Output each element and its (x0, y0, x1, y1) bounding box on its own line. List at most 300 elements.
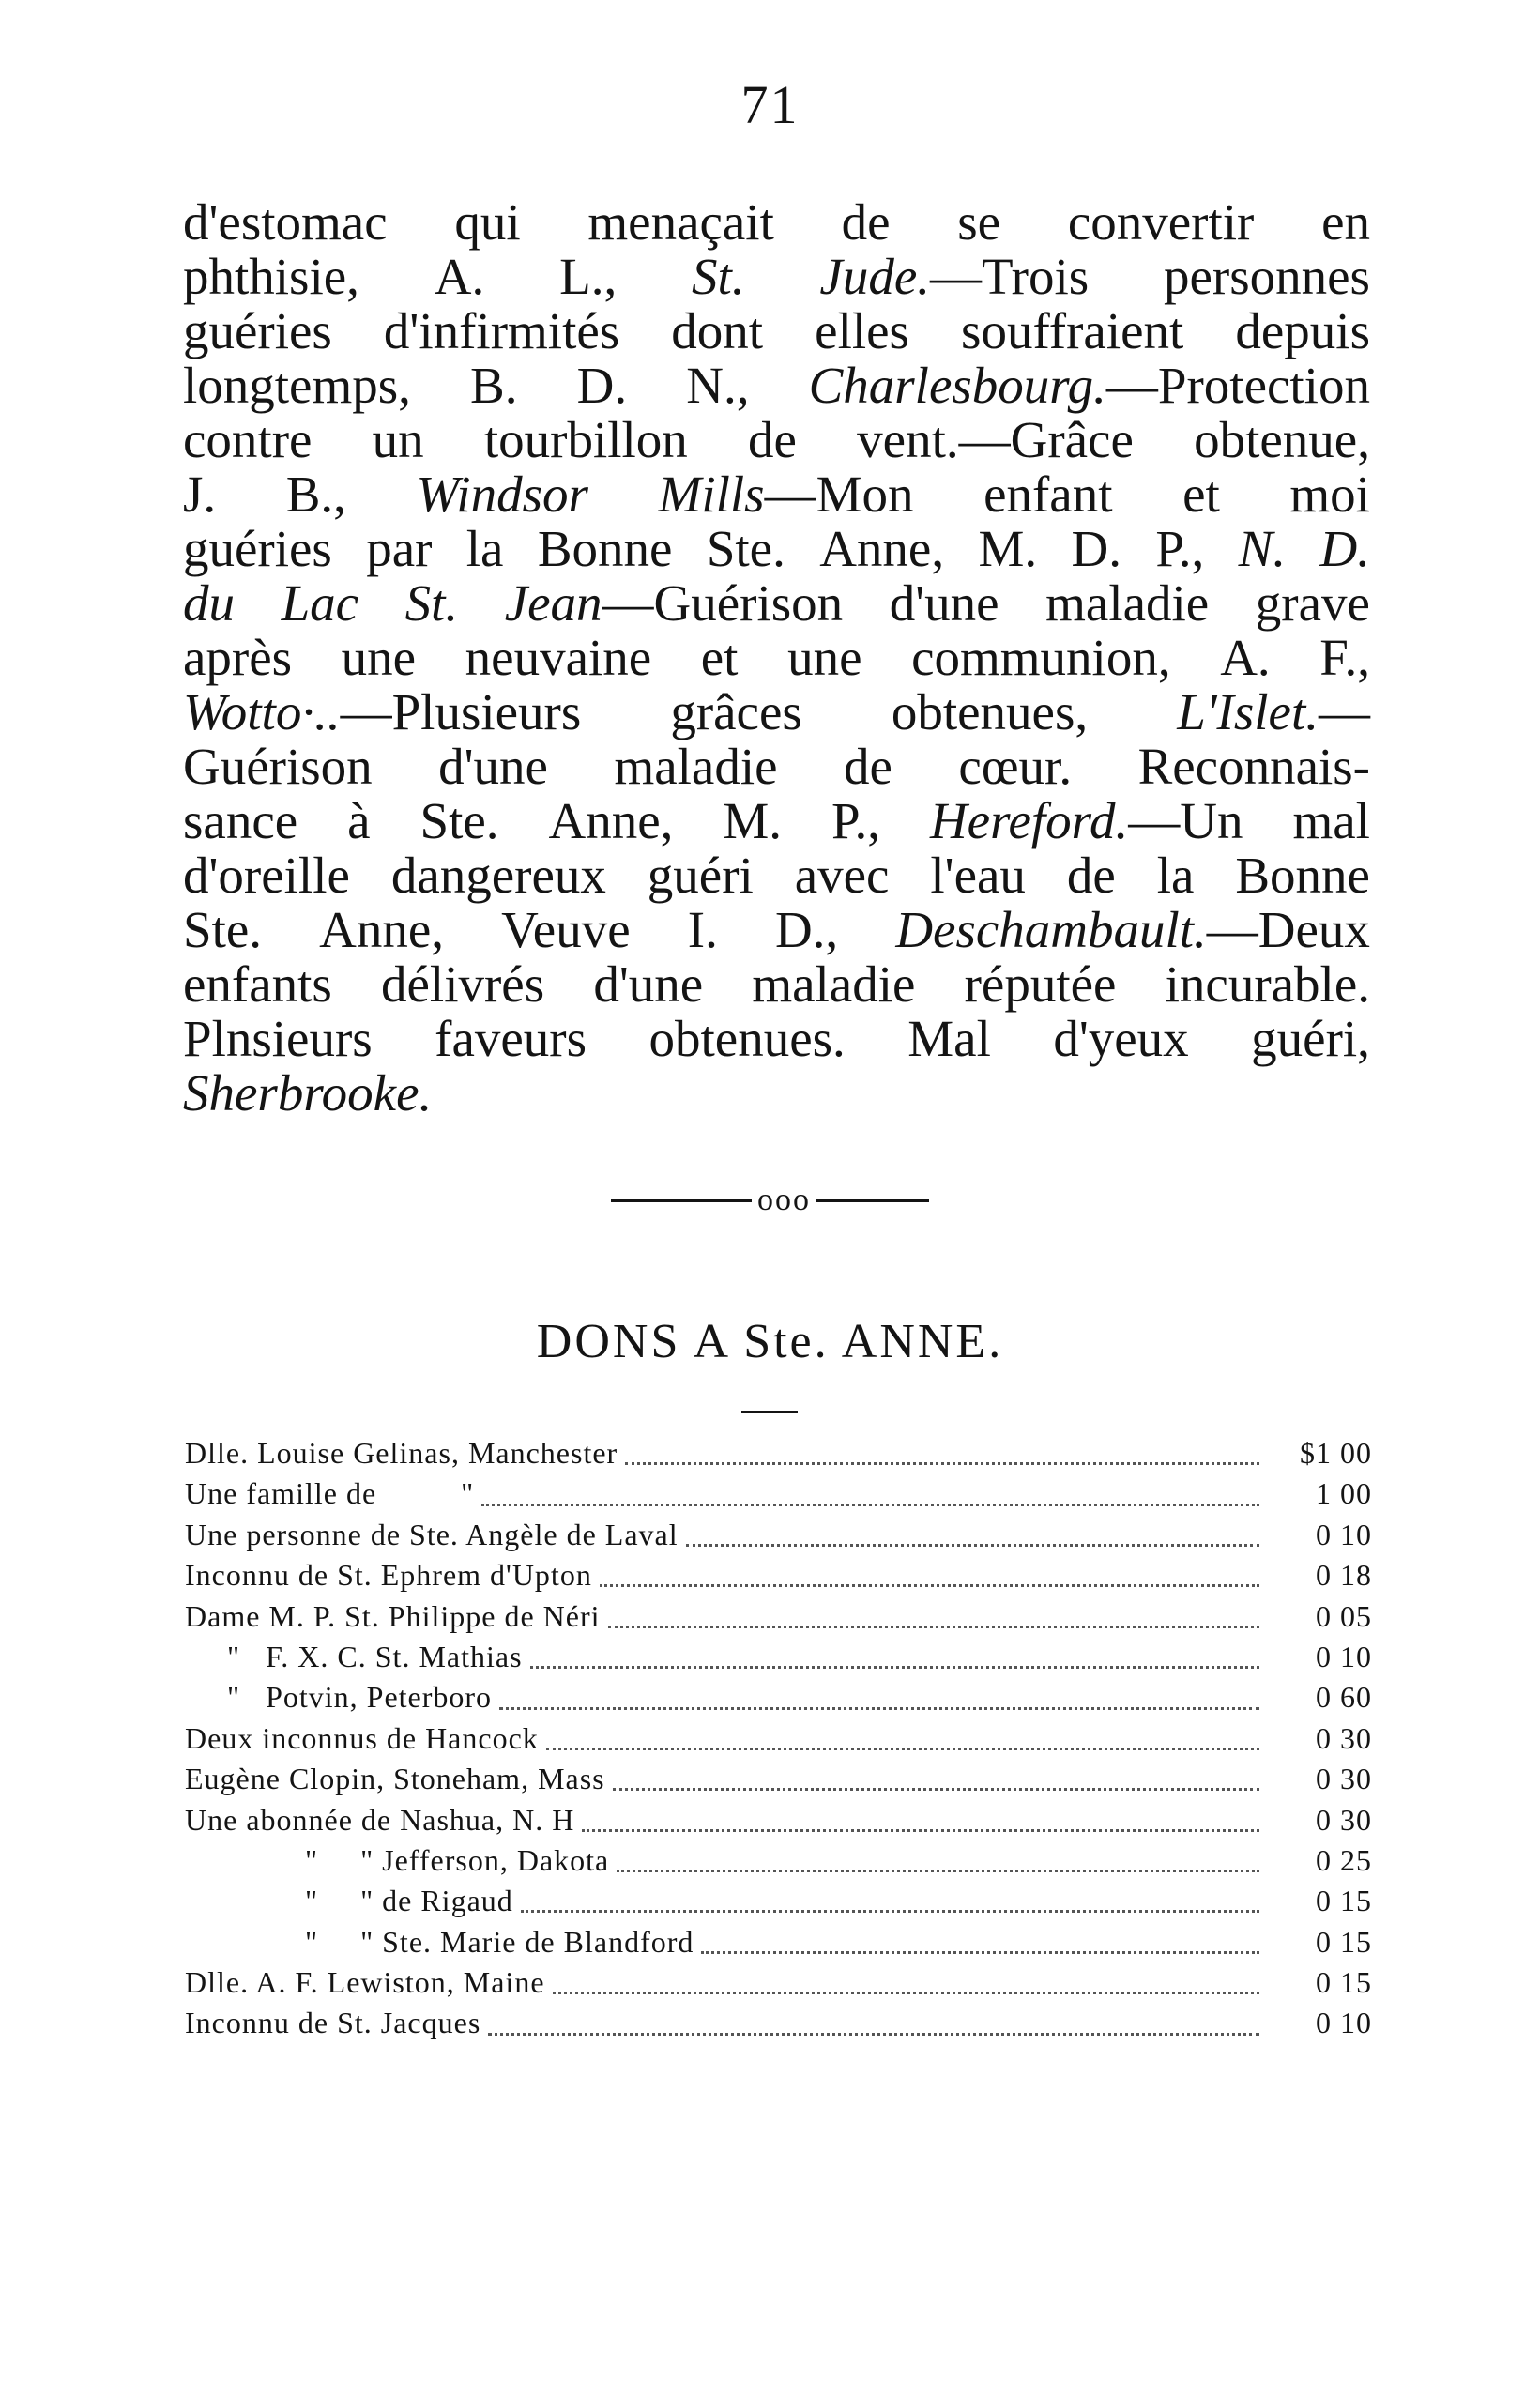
word (1235, 301, 1370, 360)
text-line (183, 247, 1370, 305)
word-part: —Un (1128, 792, 1243, 849)
word (890, 573, 999, 633)
word-part: Anne, (319, 901, 445, 958)
word-part: cœur. (958, 738, 1073, 795)
word-part: de (844, 738, 892, 795)
donor-name-text: Deux inconnus de Hancock (185, 1720, 539, 1755)
word-part: délivrés (381, 955, 545, 1013)
word-part: elles (815, 302, 909, 359)
word (1166, 954, 1370, 1014)
word-part: obtenue, (1194, 411, 1370, 468)
word-part: P., (1155, 520, 1205, 577)
word-part: maladie (1045, 574, 1210, 632)
word (342, 628, 416, 687)
italic-place-name: Mills (658, 466, 765, 523)
donor-name-text: Inconnu de St. Jacques (185, 2006, 481, 2040)
word (505, 573, 843, 633)
donor-name (185, 1518, 679, 1552)
italic-place-name: Charlesbourg. (808, 357, 1106, 414)
donation-row (185, 1599, 1372, 1640)
word-part: souffraient (961, 302, 1184, 359)
word-part: se (957, 193, 1001, 251)
word (819, 519, 944, 578)
word (686, 356, 749, 415)
word-part: Anne, (819, 520, 945, 577)
italic-place-name: L'Islet. (1177, 683, 1319, 740)
word-part: —Protection (1105, 357, 1370, 414)
italic-place-name: Wotto·.. (183, 683, 341, 740)
word (538, 519, 673, 578)
word (373, 410, 424, 469)
word-part: sance (183, 792, 298, 849)
donation-amount: 0 10 (1316, 1517, 1372, 1551)
donor-name (185, 1721, 539, 1756)
word (286, 465, 346, 524)
donation-row (185, 1518, 1372, 1558)
word (895, 900, 1370, 959)
donor-name (185, 1965, 545, 2000)
word-part: Mal (907, 1010, 991, 1067)
word-part: vent.—Grâce (857, 411, 1134, 468)
word (183, 682, 581, 741)
word (183, 737, 373, 796)
word (842, 192, 891, 252)
word-part: et (1182, 466, 1220, 523)
word-part: M. (978, 520, 1038, 577)
word (1251, 1009, 1370, 1068)
dot-leader (546, 1748, 1259, 1750)
donation-row (185, 1436, 1372, 1476)
word (381, 954, 544, 1014)
word-part: guéri, (1251, 1010, 1370, 1067)
word-part: par (366, 520, 433, 577)
dot-leader (553, 1992, 1259, 1994)
word-part: depuis (1235, 302, 1370, 359)
word-part: tourbillon (483, 411, 688, 468)
donor-name-text: " " Ste. Marie de Blandford (305, 1924, 694, 1959)
text-line (183, 573, 1370, 632)
word-part: incurable. (1165, 955, 1370, 1013)
dot-leader (530, 1666, 1259, 1669)
word (417, 465, 588, 524)
word-part: d'une (593, 955, 704, 1013)
word-part: I. (687, 901, 718, 958)
word (930, 791, 1243, 850)
donations-list (185, 1436, 1372, 2047)
word-part: la (465, 520, 504, 577)
donation-row (185, 1803, 1372, 1843)
word-part: après (183, 629, 293, 686)
word (692, 247, 745, 306)
word (907, 1009, 991, 1068)
italic-place-name: Lac (281, 574, 359, 632)
word (844, 737, 892, 796)
word-part: B., (285, 466, 346, 523)
donation-amount: 0 30 (1316, 1762, 1372, 1796)
word (815, 301, 909, 360)
word-part: enfant (983, 466, 1113, 523)
word-part: —Deux (1206, 901, 1370, 958)
word (319, 900, 444, 959)
donation-amount: 0 30 (1316, 1720, 1372, 1755)
section-title: DONS A Ste. ANNE. (536, 1315, 1004, 1368)
word-part: obtenues. (648, 1010, 846, 1067)
donation-row (185, 1965, 1372, 2006)
word (831, 791, 880, 850)
word (688, 900, 718, 959)
word-part: un (372, 411, 424, 468)
word (978, 519, 1037, 578)
donor-name (185, 1680, 492, 1715)
word-part: Bonne (1235, 847, 1370, 904)
italic-place-name: Deschambault. (895, 901, 1207, 958)
word-part: J. (183, 466, 217, 523)
word-part: P., (831, 792, 880, 849)
donor-name-text: Une abonnée de Nashua, N. H (185, 1802, 575, 1837)
word-part: Guérison (183, 738, 373, 795)
word (857, 410, 1134, 469)
title-underline-rule (741, 1411, 798, 1413)
word (1177, 682, 1370, 741)
word-part: faveurs (435, 1010, 587, 1067)
word (435, 1009, 587, 1068)
word (405, 573, 459, 633)
word (1289, 465, 1370, 524)
word (961, 301, 1183, 360)
word (593, 954, 703, 1014)
word-part: —Plusieurs (340, 683, 582, 740)
word-part: —Guérison (602, 574, 844, 632)
word (1182, 465, 1220, 524)
word (384, 301, 619, 360)
word (501, 900, 630, 959)
italic-place-name: N. (1238, 520, 1287, 577)
word (559, 247, 617, 306)
word (183, 1063, 432, 1122)
word-part: M. (723, 792, 783, 849)
donation-row (185, 1843, 1372, 1884)
dot-leader (617, 1870, 1259, 1872)
word-part: guéries (183, 302, 332, 359)
donor-name-text: Une famille de " (185, 1476, 475, 1511)
donor-name-text: Dlle. A. F. Lewiston, Maine (185, 1965, 545, 2000)
dot-leader (625, 1462, 1259, 1465)
word (1194, 410, 1370, 469)
donation-amount: 0 25 (1316, 1842, 1372, 1877)
word-part: communion, (911, 629, 1171, 686)
donation-row (185, 1476, 1372, 1517)
word (183, 954, 332, 1014)
word (391, 846, 606, 905)
word-part: en (1321, 193, 1370, 251)
italic-place-name: Windsor (416, 466, 588, 523)
dot-leader (499, 1707, 1259, 1710)
word (1157, 846, 1195, 905)
word (1321, 192, 1370, 252)
word (670, 682, 801, 741)
donation-amount: 0 05 (1316, 1598, 1372, 1633)
italic-place-name: Jude. (819, 248, 930, 305)
donor-name-text: " Potvin, Peterboro (227, 1680, 493, 1715)
word (748, 410, 797, 469)
word (183, 465, 216, 524)
word-part: D. (1071, 520, 1121, 577)
word (465, 628, 652, 687)
word-part: Anne, (548, 792, 674, 849)
donor-name-text: Dlle. Louise Gelinas, Manchester (185, 1436, 618, 1470)
word-part: neuvaine (465, 629, 652, 686)
word (577, 356, 627, 415)
donation-row (185, 1762, 1372, 1802)
word (614, 737, 777, 796)
text-line (183, 791, 1370, 849)
word (1068, 192, 1255, 252)
word-part: dont (671, 302, 764, 359)
donor-name-text: Une personne de Ste. Angèle de Laval (185, 1517, 679, 1551)
word (1071, 519, 1121, 578)
word-part: Veuve (501, 901, 631, 958)
word-part: mal (1292, 792, 1370, 849)
donation-amount: $1 00 (1300, 1436, 1372, 1470)
word (454, 192, 520, 252)
donor-name (185, 1599, 601, 1634)
word (183, 301, 332, 360)
donor-name (185, 1803, 574, 1838)
donation-amount: 0 15 (1316, 1884, 1372, 1918)
word (965, 954, 1117, 1014)
word (1319, 519, 1369, 578)
donor-name-text: Eugène Clopin, Stoneham, Mass (185, 1762, 605, 1796)
word (787, 628, 861, 687)
word-part: grâces (670, 683, 802, 740)
word-part: de (841, 193, 891, 251)
word (183, 628, 292, 687)
word-part: moi (1289, 466, 1370, 523)
word-part: L., (559, 248, 618, 305)
word-part: à (347, 792, 371, 849)
page-number: 71 (740, 74, 800, 135)
word-part: longtemps, (183, 357, 411, 414)
word-part: l'eau (930, 847, 1026, 904)
word (1239, 519, 1286, 578)
word-part: menaçait (587, 193, 774, 251)
word (438, 737, 548, 796)
text-line (183, 192, 1370, 251)
word-part: N., (686, 357, 750, 414)
donation-amount: 0 30 (1316, 1802, 1372, 1837)
dot-leader (521, 1910, 1259, 1913)
donor-name-text: " " de Rigaud (305, 1884, 513, 1918)
word (701, 628, 739, 687)
word-part: dangereux (390, 847, 606, 904)
word-part: d'estomac (183, 193, 388, 251)
word (347, 791, 370, 850)
text-line (183, 628, 1370, 686)
word-part: Ste. (183, 901, 263, 958)
donor-name (185, 1640, 523, 1674)
word-part: Ste. (419, 792, 499, 849)
word (649, 1009, 846, 1068)
word-part: grave (1255, 574, 1370, 632)
word-part: D. (576, 357, 628, 414)
word (723, 791, 782, 850)
word-part: guéri (647, 847, 754, 904)
italic-place-name: St. (692, 248, 745, 305)
word (587, 192, 774, 252)
text-line (183, 465, 1370, 523)
text-line (183, 356, 1370, 414)
word-part: contre (183, 411, 313, 468)
word-part: — (1318, 683, 1370, 740)
italic-place-name: Hereford. (929, 792, 1129, 849)
word (183, 846, 350, 905)
word-part: de (748, 411, 797, 468)
donor-name (185, 1558, 592, 1593)
word (1256, 573, 1370, 633)
word-part: obtenues, (891, 683, 1089, 740)
word (484, 410, 688, 469)
word (707, 519, 785, 578)
word (1053, 1009, 1188, 1068)
word-part: la (1156, 847, 1195, 904)
word (183, 356, 411, 415)
section-separator (0, 1183, 1540, 1218)
word (183, 247, 359, 306)
word (795, 846, 890, 905)
donation-row (185, 2006, 1372, 2046)
text-line (183, 682, 1370, 740)
word (659, 465, 914, 524)
donation-amount: 0 60 (1316, 1680, 1372, 1715)
body-text (183, 192, 1370, 1122)
word (470, 356, 517, 415)
word-part: B. (470, 357, 518, 414)
word (1138, 737, 1370, 796)
word (1235, 846, 1370, 905)
donor-name-text: " " Jefferson, Dakota (305, 1842, 610, 1877)
text-line (183, 1063, 1370, 1122)
word-part: qui (454, 193, 521, 251)
text-line (183, 1009, 1370, 1067)
donation-row (185, 1925, 1372, 1965)
italic-place-name: St. (404, 574, 459, 632)
italic-place-name: Sherbrooke. (183, 1064, 433, 1122)
word (983, 465, 1112, 524)
text-line (183, 954, 1370, 1013)
text-line (183, 301, 1370, 359)
word (648, 846, 754, 905)
word (1067, 846, 1116, 905)
donor-name-text: Inconnu de St. Ephrem d'Upton (185, 1558, 592, 1593)
donation-row (185, 1721, 1372, 1762)
word (1045, 573, 1209, 633)
donation-row (185, 1558, 1372, 1598)
separator-rule-right (816, 1199, 929, 1202)
word-part: maladie (614, 738, 778, 795)
text-line (183, 900, 1370, 958)
word-part: d'infirmités (383, 302, 620, 359)
word (183, 410, 312, 469)
donor-name-text: " F. X. C. St. Mathias (227, 1639, 523, 1673)
word-part: avec (794, 847, 890, 904)
word (1220, 628, 1270, 687)
word-part: de (1066, 847, 1116, 904)
word-part: Plnsieurs (183, 1010, 373, 1067)
word (930, 846, 1026, 905)
donation-row (185, 1640, 1372, 1680)
word (282, 573, 359, 633)
word (183, 791, 297, 850)
donation-amount: 0 10 (1316, 1639, 1372, 1673)
donation-amount: 1 00 (1316, 1476, 1372, 1511)
donation-row (185, 1884, 1372, 1924)
donor-name (185, 2006, 480, 2040)
donation-row (185, 1680, 1372, 1720)
word-part: maladie (752, 955, 916, 1013)
word (819, 247, 1089, 306)
dot-leader (608, 1626, 1259, 1628)
word (183, 900, 262, 959)
word-part: une (341, 629, 417, 686)
word (420, 791, 499, 850)
word (957, 192, 1000, 252)
word (809, 356, 1370, 415)
word-part: F., (1319, 629, 1370, 686)
donation-amount: 0 18 (1316, 1558, 1372, 1593)
word-part: —Trois (930, 248, 1090, 305)
donor-name (185, 1843, 609, 1878)
word (549, 791, 674, 850)
separator-rule-left (611, 1199, 752, 1202)
donor-name (185, 1436, 618, 1471)
separator-ornament: ooo (757, 1183, 811, 1217)
italic-place-name: Jean (504, 574, 602, 632)
donation-amount: 0 15 (1316, 1965, 1372, 2000)
word-part: guéries (183, 520, 332, 577)
dot-leader (582, 1829, 1259, 1832)
dot-leader (686, 1544, 1259, 1547)
word-part: d'une (438, 738, 548, 795)
word-part: d'yeux (1053, 1010, 1189, 1067)
italic-place-name: D. (1319, 520, 1370, 577)
word (958, 737, 1072, 796)
word-part: phthisie, (183, 248, 359, 305)
word (1292, 791, 1369, 850)
word (435, 247, 484, 306)
word (1155, 519, 1204, 578)
dot-leader (613, 1788, 1259, 1791)
word (1319, 628, 1370, 687)
word-part: réputée (964, 955, 1117, 1013)
donor-name-text: Dame M. P. St. Philippe de Néri (185, 1598, 601, 1633)
word-part: D., (774, 901, 839, 958)
word-part: Bonne (537, 520, 673, 577)
donation-amount: 0 10 (1316, 2006, 1372, 2040)
text-line (183, 410, 1370, 468)
donor-name (185, 1884, 513, 1918)
word (911, 628, 1171, 687)
word (892, 682, 1088, 741)
donation-amount: 0 15 (1316, 1924, 1372, 1959)
text-line (183, 846, 1370, 904)
word-part: d'oreille (183, 847, 350, 904)
word (466, 519, 504, 578)
word (1164, 247, 1370, 306)
dot-leader (600, 1584, 1259, 1587)
word (752, 954, 915, 1014)
word-part: A. (1220, 629, 1271, 686)
word-part: Reconnais- (1137, 738, 1370, 795)
